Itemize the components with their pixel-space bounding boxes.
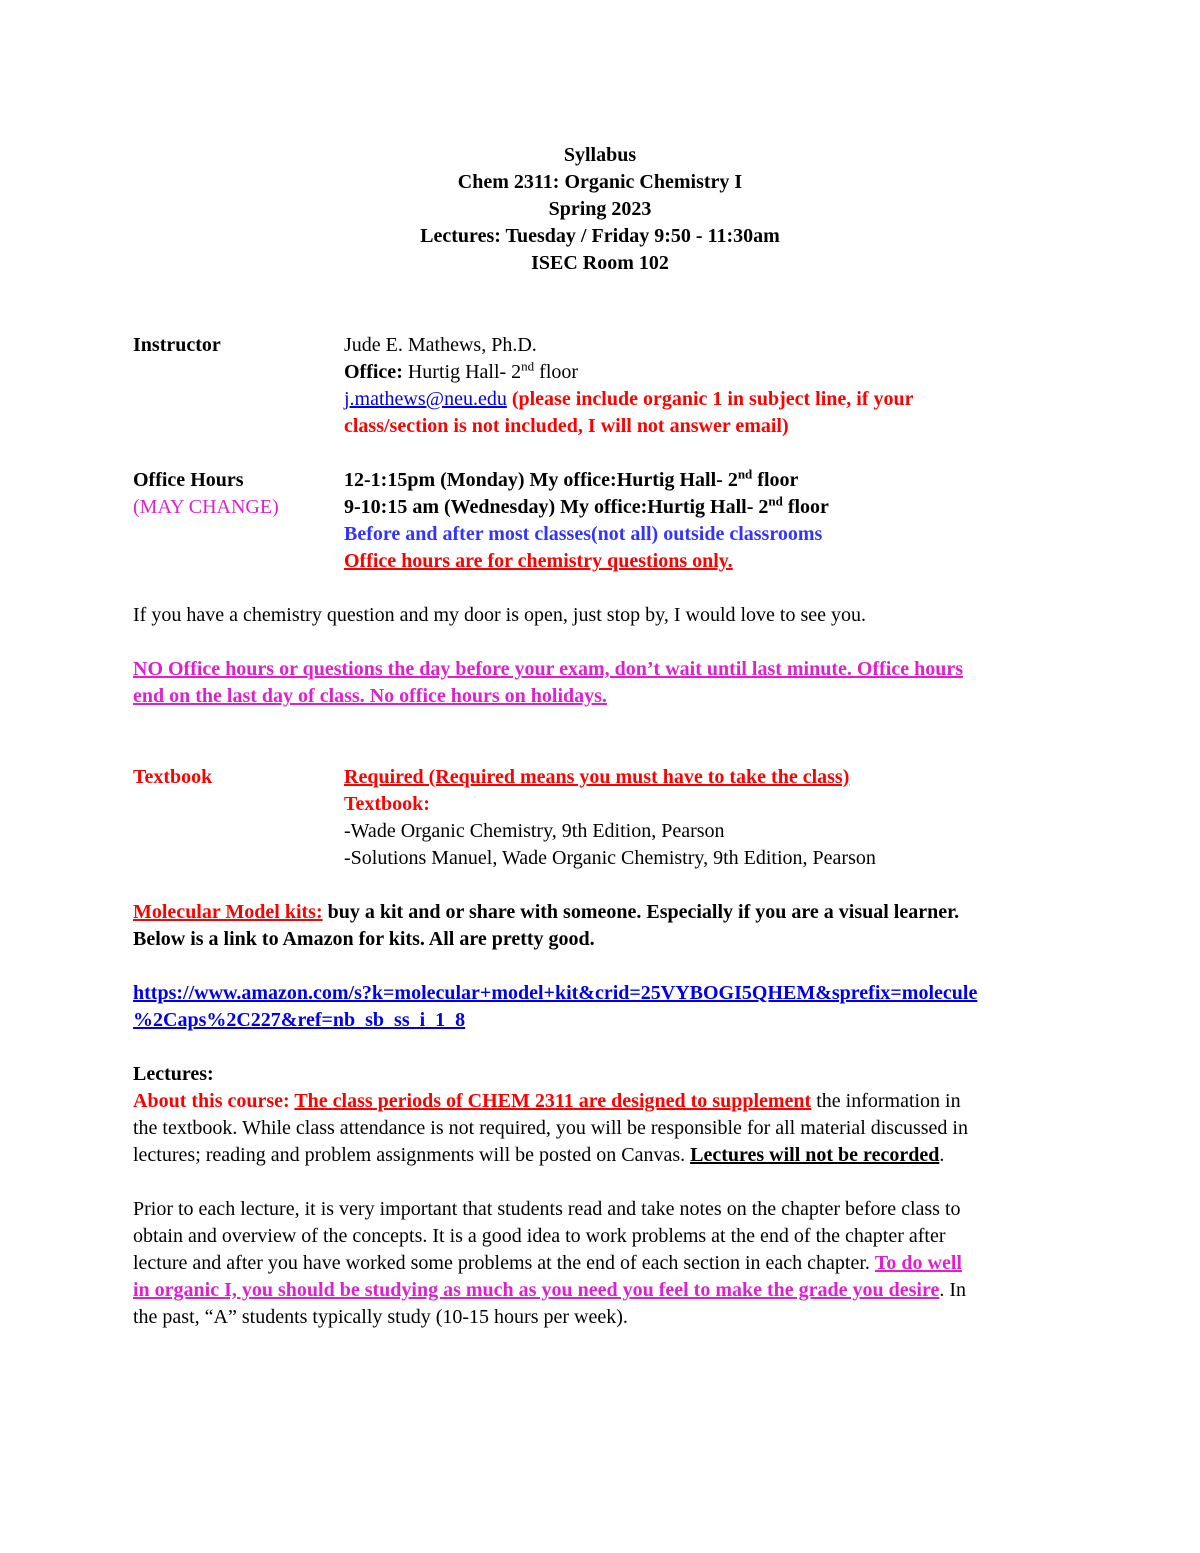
textbook-item-1: -Wade Organic Chemistry, 9th Edition, Pearson: [344, 820, 725, 842]
instructor-name: Jude E. Mathews, Ph.D.: [344, 334, 537, 356]
about-label: About this course: [133, 1090, 284, 1112]
textbook-item-2: -Solutions Manuel, Wade Organic Chemistry, 9th Edition, Pearson: [344, 847, 876, 869]
no-office-hours-line-2: end on the last day of class. No office hours on holidays.: [133, 685, 607, 707]
may-change-note: (MAY CHANGE): [133, 496, 279, 518]
prior-line-3: lecture and after you have worked some problems at the end of each section in each chapter. To do well: [133, 1252, 962, 1274]
todo-emphasis-2: in organic I, you should be studying as much as you need you feel to make the grade you desire: [133, 1279, 940, 1301]
about-course-line-2: the textbook. While class attendance is not required, you will be responsible for all material discussed in: [133, 1117, 968, 1139]
doc-title: Syllabus: [563, 144, 637, 166]
model-kits-label: Molecular Model kits:: [133, 901, 323, 923]
open-door-text: If you have a chemistry question and my door is open, just stop by, I would love to see you.: [133, 604, 867, 626]
email-note: (please include organic 1 in subject line, if your: [506, 388, 914, 410]
document-header: [0, 142, 1200, 277]
textbook-sub: Textbook:: [344, 793, 430, 815]
about-emphasis: The class periods of CHEM 2311 are designed to supplement: [294, 1090, 812, 1112]
office-hours-slot-classes: Before and after most classes(not all) outside classrooms: [344, 523, 823, 545]
lectures-heading: Lectures:: [133, 1063, 214, 1085]
office-hours-slot-monday: 12-1:15pm (Monday) My office:Hurtig Hall- 2nd floor: [344, 466, 799, 491]
about-course-line-1: About this course: The class periods of CHEM 2311 are designed to supplement the information in: [133, 1090, 961, 1112]
room: ISEC Room 102: [531, 252, 669, 274]
prior-line-2: obtain and overview of the concepts. It is a good idea to work problems at the end of the chapter after: [133, 1225, 946, 1247]
office-hours-label: Office Hours: [133, 469, 244, 491]
model-kits-line-2: Below is a link to Amazon for kits. All are pretty good.: [133, 928, 595, 950]
model-kits-line-1: Molecular Model kits: buy a kit and or share with someone. Especially if you are a visual learner.: [133, 901, 960, 923]
office-label: Office:: [344, 361, 403, 383]
about-course-line-3: lectures; reading and problem assignments will be posted on Canvas. Lectures will not be recorded.: [133, 1144, 945, 1166]
amazon-link-line-2[interactable]: %2Caps%2C227&ref=nb_sb_ss_i_1_8: [133, 1009, 466, 1031]
office-location: Office: Hurtig Hall- 2nd floor: [344, 358, 579, 383]
not-recorded: Lectures will not be recorded: [690, 1144, 940, 1166]
no-office-hours-line-1: NO Office hours or questions the day before your exam, don’t wait until last minute. Office hours: [133, 658, 963, 680]
instructor-label: Instructor: [133, 334, 221, 356]
todo-emphasis-1: To do well: [874, 1252, 962, 1274]
prior-line-1: Prior to each lecture, it is very important that students read and take notes on the chapter before class to: [133, 1198, 961, 1220]
office-hours-note: Office hours are for chemistry questions only.: [344, 550, 733, 572]
email-link[interactable]: j.mathews@neu.edu: [344, 388, 507, 410]
prior-line-5: the past, “A” students typically study (10-15 hours per week).: [133, 1306, 628, 1328]
textbook-label: Textbook: [133, 766, 213, 788]
office-hours-slot-wednesday: 9-10:15 am (Wednesday) My office:Hurtig Hall- 2nd floor: [344, 493, 829, 518]
email-line: [344, 386, 1130, 413]
course-title: Chem 2311: Organic Chemistry I: [457, 171, 743, 193]
prior-line-4: in organic I, you should be studying as much as you need you feel to make the grade you desire. In: [133, 1279, 967, 1301]
email-note-cont: class/section is not included, I will not answer email): [344, 415, 789, 437]
lecture-schedule: Lectures: Tuesday / Friday 9:50 - 11:30am: [420, 225, 780, 247]
term: Spring 2023: [548, 198, 652, 220]
textbook-required: Required (Required means you must have to take the class): [344, 766, 850, 788]
amazon-link-line-1[interactable]: https://www.amazon.com/s?k=molecular+model+kit&crid=25VYBOGI5QHEM&sprefix=molecule: [133, 982, 978, 1004]
